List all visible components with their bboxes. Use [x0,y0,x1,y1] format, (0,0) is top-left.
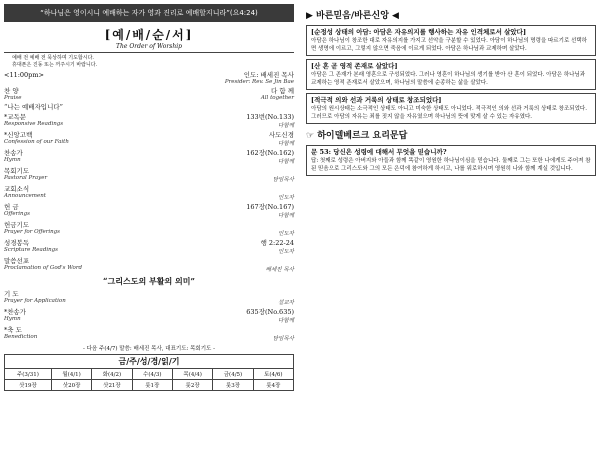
item-value: 162장(No.162) [246,149,294,157]
page-title: [예/배/순/서] [104,28,194,42]
worship-item [4,131,294,147]
item-label: *찬송가 [4,308,27,316]
item-role-en: 담임목사 [272,336,294,342]
item-label-en: Praise [4,95,22,101]
leader: 인도: 배세진 목사 [243,71,294,79]
divider [4,52,294,53]
item-label: 목회기도 [4,167,30,175]
item-label: 헌 금 [4,203,19,211]
item-value: 635장(No.635) [246,308,294,316]
worship-item [4,103,294,111]
note-line: 예배 전 예배 전 묵상하며 기도합시다. [12,55,94,61]
item-label: 성경봉독 [4,239,30,247]
worship-item [4,149,294,165]
item-value: 133번(No.133) [246,113,294,121]
worship-items-after [4,290,294,342]
schedule-days-row [5,369,294,380]
sermon-title: “그리스도의 부활의 의미” [102,276,196,286]
catechism-question: 문 53: 당신은 성령에 대해서 무엇을 믿습니까? [311,148,447,156]
doctrine-block [306,59,596,90]
leader-en-row [4,79,294,85]
schedule-reading: 삿21장 [92,380,132,391]
block-body: 아담의 원시상태는 소극적인 상태도 아니고 미숙한 상태도 아니었다. 적극적인 의와 선과 거룩의 상태로 창조되었다. 그러므로 아담의 자유는 죄를 짓지 않을 자유였으며 하나님의 뜻에 맞게 살 수 있는 자유였다. [311,106,587,120]
item-label-en: Hymn [4,157,21,163]
item-value: 167장(No.167) [246,203,294,211]
worship-item [4,221,294,237]
item-label-en: Confession of our Faith [4,139,69,145]
item-label: *교독문 [4,113,27,121]
schedule-reading: 삿20장 [51,380,91,391]
item-label: 찬송가 [4,149,23,157]
doctrine-block [306,25,596,56]
worship-item [4,290,294,306]
item-label: *축 도 [4,326,22,334]
doctrine-blocks [306,25,596,124]
schedule-day: 토(4/6) [253,369,293,380]
item-label: 말씀선포 [4,257,30,265]
item-label-en: Scripture Readings [4,247,58,253]
item-role-en: 다함께 [278,159,294,165]
item-role-en: 인도자 [278,231,294,237]
doctrine-block [306,93,596,124]
item-label: “나는 예배자입니다” [4,103,63,111]
block-body: 아담은 그 존재가 본래 영혼으로 구성되었다. 그러나 영혼이 하나님의 생기를 받아 산 혼이 되었다. 아담은 하나님과 교제하는 영적 존재로서 살았으며, 하나님의 말씀에 순종하는 삶을 살았다. [311,72,586,86]
item-role-en: 설교자 [278,300,294,306]
item-role-en: 다함께 [278,123,294,129]
item-value: 사도신경 [268,131,294,139]
catechism-heading: ☞ 하이델베르크 요리문답 [306,131,408,141]
item-label-en: Pastoral Prayer [4,175,48,181]
item-label-en: Responsive Readings [4,121,64,127]
item-role-en: 담임목사 [272,177,294,183]
item-label-en: Hymn [4,316,21,322]
worship-item [4,185,294,201]
worship-item [4,239,294,255]
schedule-reading: 룻4장 [253,380,293,391]
doctrine-panel [306,4,596,460]
item-value: 다 함 께 [271,87,294,95]
item-label: 헌금기도 [4,221,30,229]
top-banner: “하나님은 영이시니 예배하는 자가 영과 진리로 예배할지니라”(요4:24) [4,4,294,22]
item-role-en: 다함께 [278,141,294,147]
item-label-en: Proclamation of God's Word [4,265,82,271]
item-label: 기 도 [4,290,19,298]
item-role-en: 다함께 [278,213,294,219]
doctrine-heading: ▶ 바른믿음/바른신앙 ◀ [306,11,399,21]
schedule-reads-row [5,380,294,391]
item-role-en: 배세진 목사 [265,267,294,273]
schedule-day: 금(4/5) [213,369,253,380]
block-heading: [순정성 상태의 아담: 아담은 자유의지를 행사하는 자유 인격체로서 살았다] [311,28,527,36]
worship-item [4,257,294,273]
item-role-en: 인도자 [278,195,294,201]
item-label-en: Announcement [4,193,47,199]
item-value: 행 2:22-24 [260,239,294,247]
item-label: 교회소식 [4,185,30,193]
worship-items [4,87,294,273]
schedule-reading: 룻2장 [172,380,212,391]
worship-item [4,167,294,183]
schedule-day: 목(4/4) [172,369,212,380]
block-heading: [적극적 의와 선과 거룩의 상태로 창조되었다] [311,96,442,104]
block-body: 아담은 하나님이 창조한 대로 자유의지를 가지고 선악을 구분할 수 있었다. 아담이 하나님의 명령을 따르기로 선택하면 생명에 이르고, 그렇지 않으면 죽음에 이르게 되었다. 아담은 하나님과 교제하며 살았다. [311,38,587,52]
worship-item [4,87,294,101]
schedule-day: 주(3/31) [5,369,52,380]
item-label: 찬 양 [4,87,19,95]
item-label: *신앙고백 [4,131,33,139]
item-label-en: Prayer for Application [4,298,66,304]
next-week-note: - 다음 주(4/7) 말씀: 배세진 목사, 대표기도: 목회기도 - [83,346,215,352]
item-label-en: Prayer for Offerings [4,229,61,235]
note-line: 휴대폰은 진동 또는 꺼주시기 바랍니다. [12,62,98,68]
leader-en: Presider: Rev. Se Jin Bae [224,79,294,85]
worship-item [4,203,294,219]
worship-item [4,326,294,342]
schedule-reading: 삿19장 [5,380,52,391]
catechism-answer: 답: 첫째로 성령은 아버지와 아들과 함께 똑같이 영원한 하나님이심을 믿습니다. 둘째로 그는 또한 나에게도 주어져 참된 믿음으로 그리스도와 그의 모든 은덕에 참여하게 하시고, 나를 위로하시며 영원히 나와 함께 계실 것입니다. [311,158,591,172]
item-role-en: 다함께 [278,318,294,324]
block-heading: [산 혼 곧 영적 존재로 살았다] [311,62,398,70]
worship-order-panel [4,4,294,460]
notes [12,55,286,69]
schedule-reading: 룻3장 [213,380,253,391]
service-time: <11:00pm> [4,71,44,79]
item-label-en: Benediction [4,334,38,340]
bible-reading-schedule [4,368,294,391]
item-role-en: 인도자 [278,249,294,255]
schedule-day: 수(4/3) [132,369,172,380]
schedule-reading: 룻1장 [132,380,172,391]
worship-item [4,113,294,129]
page-subtitle: The Order of Worship [116,43,182,50]
schedule-title: 금/주/성/경/읽/기 [4,354,294,368]
schedule-day: 월(4/1) [51,369,91,380]
schedule-day: 화(4/2) [92,369,132,380]
service-header [4,71,294,79]
catechism-box [306,145,596,176]
item-label-en: Offerings [4,211,30,217]
worship-item [4,308,294,324]
item-role-en: All together [260,95,294,101]
